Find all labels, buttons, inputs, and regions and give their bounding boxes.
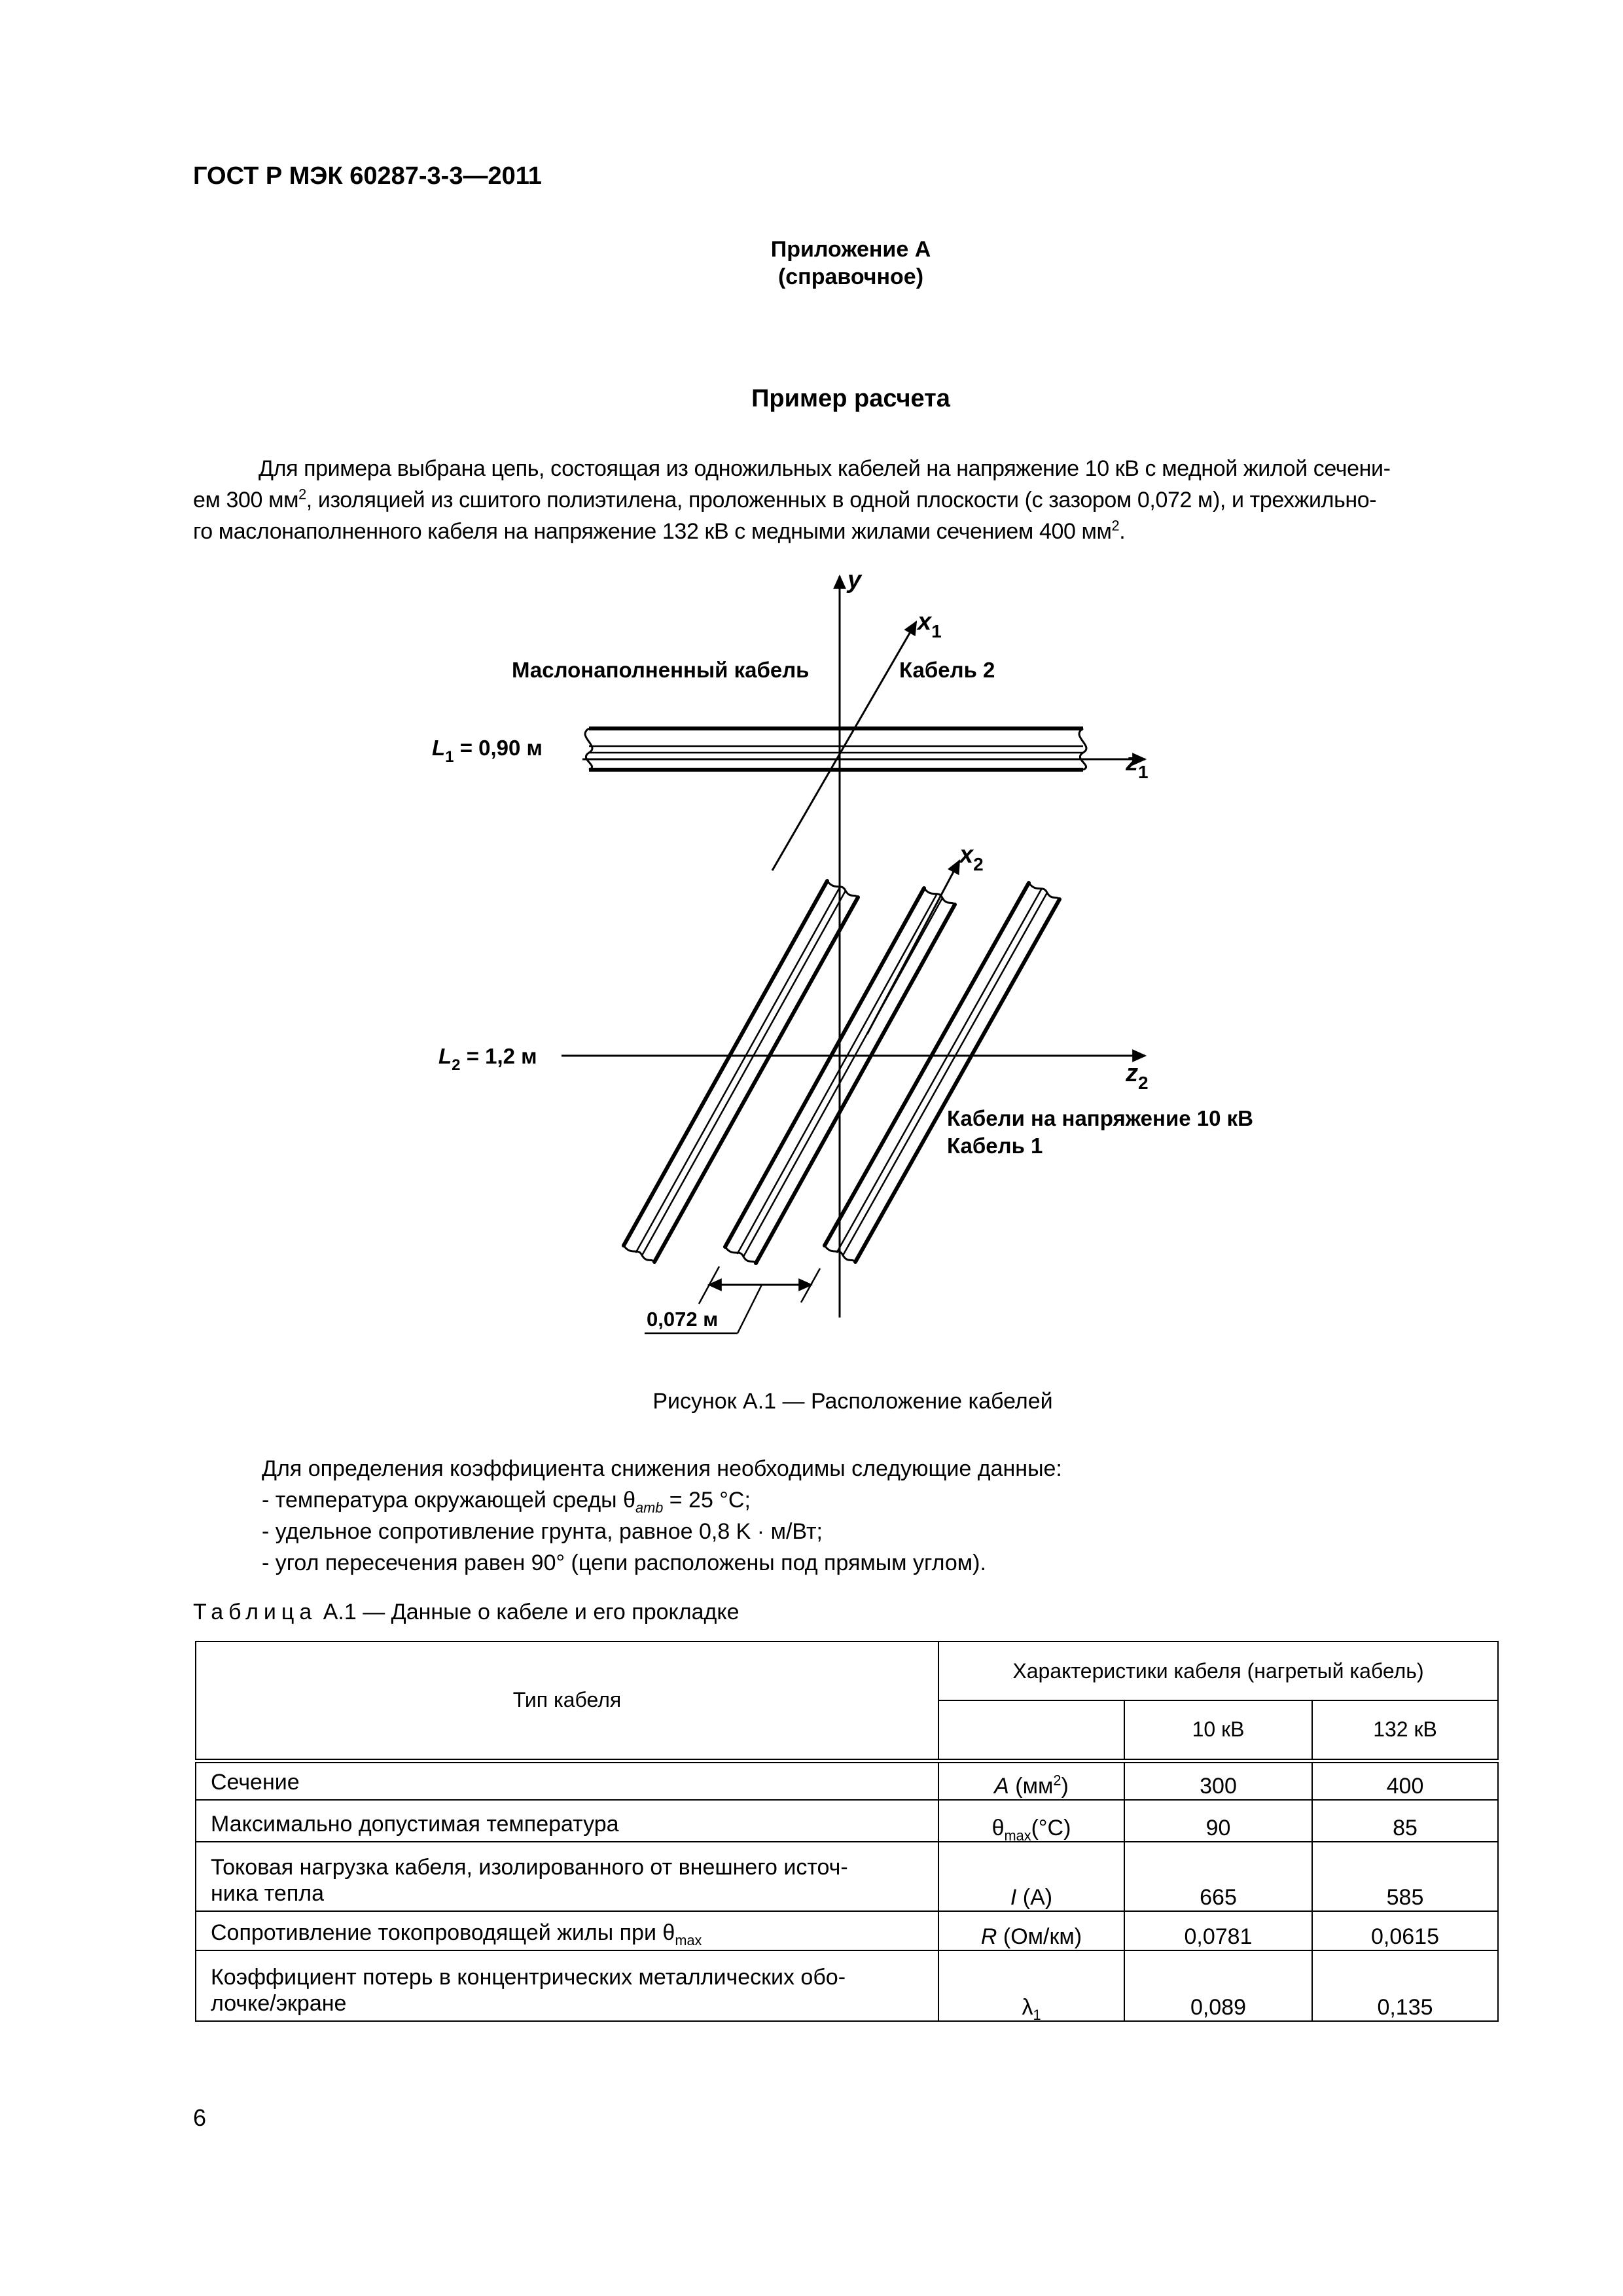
section-title: Пример расчета <box>751 385 950 412</box>
table-row: Сопротивление токопроводящей жилы при $\theta_{max}$ R (Ом/км) 0,0781 0,0615 <box>196 1911 1498 1950</box>
page-number: 6 <box>193 2104 207 2131</box>
label-cable-2: Кабель 2 <box>899 658 995 682</box>
table-row: Максимально допустимая температура $\theta_{max}(^\circ C)$ 90 85 <box>196 1800 1498 1842</box>
label-gap: 0,072 м <box>647 1308 719 1331</box>
axis-label-z2: $z_2$ <box>1126 1060 1149 1093</box>
data-line: - угол пересечения равен 90° (цепи расположены под прямым углом). <box>262 1551 986 1575</box>
header-132kv: 132 кВ <box>1312 1700 1498 1761</box>
superscript: 2 <box>298 486 306 503</box>
document-code: ГОСТ Р МЭК 60287-3-3—2011 <box>193 162 542 190</box>
header-characteristics: Характеристики кабеля (нагретый кабель) <box>938 1641 1498 1700</box>
header-cable-type: Тип кабеля <box>196 1641 938 1761</box>
figure-caption: Рисунок А.1 — Расположение кабелей <box>652 1389 1053 1414</box>
cable-data-table <box>195 1641 1499 2022</box>
appendix-title: Приложение А <box>770 237 931 262</box>
data-line: - удельное сопротивление грунта, равное 0,8 K · м/Вт; <box>262 1519 823 1544</box>
intro-text: , изоляцией из сшитого полиэтилена, проложенных в одной плоскости (с зазором 0,072 м), и трехжильно- <box>306 488 1377 512</box>
header-10kv: 10 кВ <box>1124 1700 1312 1761</box>
intro-text: . <box>1119 519 1126 544</box>
axis-label-y: y <box>847 566 862 594</box>
data-requirements <box>262 1453 1062 1579</box>
label-oil-cable: Маслонаполненный кабель <box>512 658 810 682</box>
header-symbol <box>938 1700 1124 1761</box>
table-row: Коэффициент потерь в концентрических металлических обо- лочке/экране $\lambda_1$ 0,089 0,135 <box>196 1950 1498 2021</box>
intro-text: Для примера выбрана цепь, состоящая из одножильных кабелей на напряжение 10 кВ с медной жилой сечени- <box>259 456 1391 481</box>
oil-filled-cable <box>585 728 1086 770</box>
superscript: 2 <box>1111 517 1120 534</box>
table-caption: Таблица А.1 — Данные о кабеле и его прокладке <box>193 1600 740 1624</box>
intro-text: го маслонаполненного кабеля на напряжение 132 кВ с медными жилами сечением 400 мм <box>193 519 1112 544</box>
label-l2: $L_2 = 1,2$ м <box>438 1044 537 1074</box>
table-row: Сечение A $(мм^2)$ 300 400 <box>196 1761 1498 1800</box>
axis-label-z1: $z_1$ <box>1126 749 1149 782</box>
data-line: - температура окружающей среды $\theta_{amb} = 25$ °C; <box>262 1488 751 1516</box>
table-row: Токовая нагрузка кабеля, изолированного от внешнего источ- ника тепла I (A) 665 585 <box>196 1842 1498 1911</box>
label-cable-1: Кабель 1 <box>947 1134 1043 1158</box>
data-line: Для определения коэффициента снижения необходимы следующие данные: <box>262 1456 1062 1481</box>
axis-label-x2: $x_2$ <box>959 841 984 874</box>
label-l1: $L_1 = 0,90$ м <box>432 736 543 766</box>
intro-text: ем 300 мм <box>193 488 299 512</box>
axis-label-x1: $x_1$ <box>918 608 942 641</box>
appendix-subtitle: (справочное) <box>777 264 924 289</box>
label-10kv-cables: Кабели на напряжение 10 кВ <box>947 1106 1253 1130</box>
